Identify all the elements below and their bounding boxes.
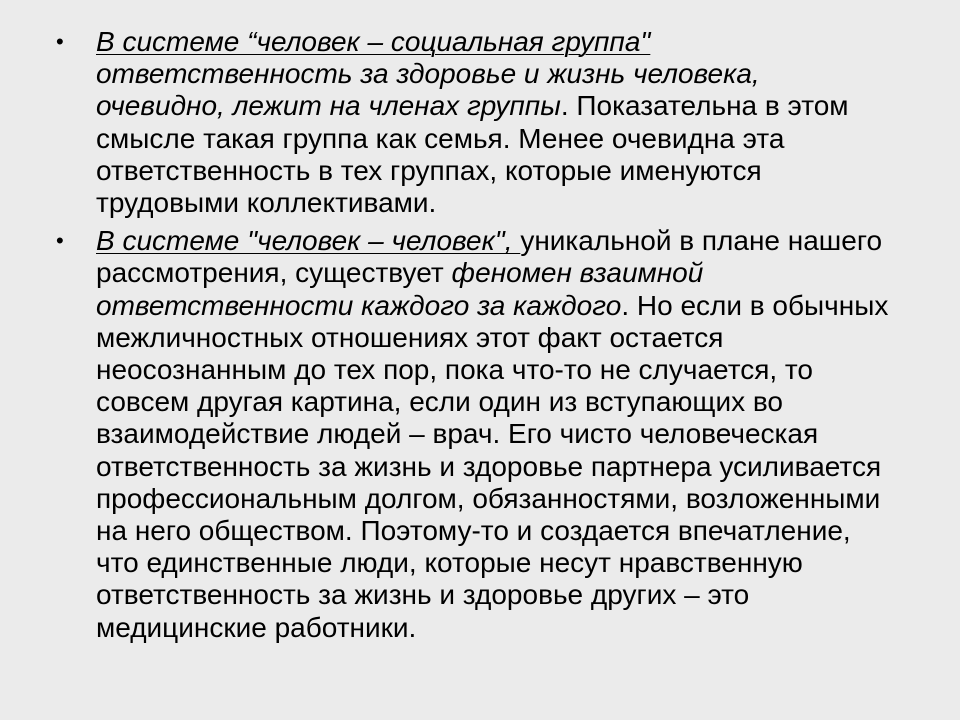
bullet-text (96, 26, 896, 219)
bullet-body-text: . Но если в обычных межличностных отношениях этот факт остается неосознанным до тех пор, пока что-то не случается, то совсем другая картина, если один из вступающих во взаимодействие людей – врач. Его чисто человеческая ответственность за жизнь и здоровье партнера усиливается профессиональным долгом, обязанностями, возложенными на него обществом. Поэтому-то и создается впечатление, что единственные люди, которые несут нравственную ответственность за жизнь и здоровье других – это медицинские работники. (96, 289, 889, 643)
bullet-list (56, 26, 916, 648)
bullet-lead-heading: В системе “человек – социальная группа" (96, 26, 651, 57)
bullet-italic-phrase: ответственность за здоровье и жизнь человека, очевидно, лежит на членах группы (96, 58, 760, 122)
bullet-plain-intro: уникальной в плане нашего рассмотрения, существует (96, 225, 883, 289)
bullet-item-person-system (56, 225, 916, 644)
bullet-icon: • (56, 29, 64, 54)
bullet-body-text: . Показательна в этом смысле такая группа как семья. Менее очевидна эта ответственность в тех группах, которые именуются трудовыми коллективами. (96, 90, 849, 219)
bullet-lead-heading: В системе "человек – человек", (96, 225, 521, 257)
bullet-icon: • (56, 228, 64, 254)
bullet-item-group-system (56, 26, 916, 219)
bullet-italic-phrase: феномен взаимной ответственности каждого за каждого (96, 257, 704, 321)
bullet-text (96, 225, 896, 644)
